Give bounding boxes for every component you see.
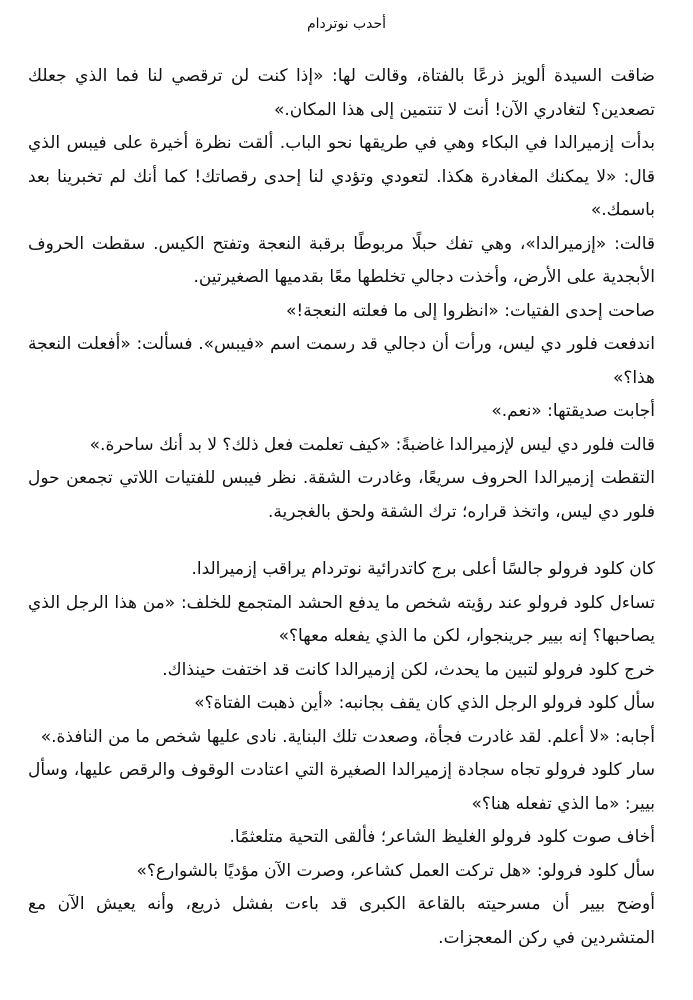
- paragraph: أجابه: «لا أعلم. لقد غادرت فجأة، وصعدت تلك البناية. نادى عليها شخص ما من النافذة.»: [40, 726, 655, 747]
- paragraph: خرج كلود فرولو لتبين ما يحدث، لكن إزميرالدا كانت قد اختفت حينذاك.: [162, 659, 655, 680]
- paragraph: تساءل كلود فرولو عند رؤيته شخص ما يدفع الحشد المتجمع للخلف: «من هذا الرجل الذي يصاحبها؟ إنه بيير جرينجوار، لكن ما الذي يفعله معها؟»: [28, 592, 655, 646]
- body-text: [28, 60, 655, 955]
- paragraph: قالت: «إزميرالدا»، وهي تفك حبلًا مربوطًا برقبة النعجة وتفتح الكيس. سقطت الحروف الأبجدية على الأرض، وأخذت دجالي تخلطها معًا بقدميها الصغيرتين.: [28, 233, 655, 287]
- paragraph: أجابت صديقتها: «نعم.»: [491, 401, 655, 421]
- paragraph: اندفعت فلور دي ليس، ورأت أن دجالي قد رسمت اسم «فيبس». فسألت: «أفعلت النعجة هذا؟»: [28, 334, 655, 388]
- paragraph: صاحت إحدى الفتيات: «انظروا إلى ما فعلته النعجة!»: [286, 300, 655, 321]
- paragraph: سأل كلود فرولو: «هل تركت العمل كشاعر، وصرت الآن مؤديًا بالشوارع؟»: [136, 860, 655, 881]
- paragraph: سأل كلود فرولو الرجل الذي كان يقف بجانبه: «أين ذهبت الفتاة؟»: [194, 693, 655, 713]
- paragraph: ضاقت السيدة ألويز ذرعًا بالفتاة، وقالت لها: «إذا كنت لن ترقصي لنا فما الذي جعلك تصعدين؟ لتغادري الآن! أنت لا تنتمين إلى هذا المكان.»: [28, 66, 655, 120]
- paragraph: كان كلود فرولو جالسًا أعلى برج كاتدرائية نوتردام يراقب إزميرالدا.: [191, 559, 655, 579]
- paragraph: قالت فلور دي ليس لإزميرالدا غاضبةً: «كيف تعلمت فعل ذلك؟ لا بد أنك ساحرة.»: [89, 434, 655, 455]
- paragraph: سار كلود فرولو تجاه سجادة إزميرالدا الصغيرة التي اعتادت الوقوف والرقص عليها، وسأل بيير: «ما الذي تفعله هنا؟»: [28, 760, 655, 814]
- paragraph: أخاف صوت كلود فرولو الغليظ الشاعر؛ فألقى التحية متلعثمًا.: [229, 827, 655, 847]
- running-header: أحدب نوتردام: [306, 16, 387, 32]
- paragraph: التقطت إزميرالدا الحروف سريعًا، وغادرت الشقة. نظر فيبس للفتيات اللاتي تجمعن حول فلور دي ليس، واتخذ قراره؛ ترك الشقة ولحق بالغجرية.: [28, 468, 655, 522]
- paragraph: بدأت إزميرالدا في البكاء وهي في طريقها نحو الباب. ألقت نظرة أخيرة على فيبس الذي قال: «لا يمكنك المغادرة هكذا. لتعودي وتؤدي لنا إحدى رقصاتك! كما أنك لم تخبرينا بعد باسمك.»: [28, 133, 655, 220]
- paragraph: أوضح بيير أن مسرحيته بالقاعة الكبرى قد باءت بفشل ذريع، وأنه يعيش الآن مع المتشردين في ركن المعجزات.: [28, 894, 655, 948]
